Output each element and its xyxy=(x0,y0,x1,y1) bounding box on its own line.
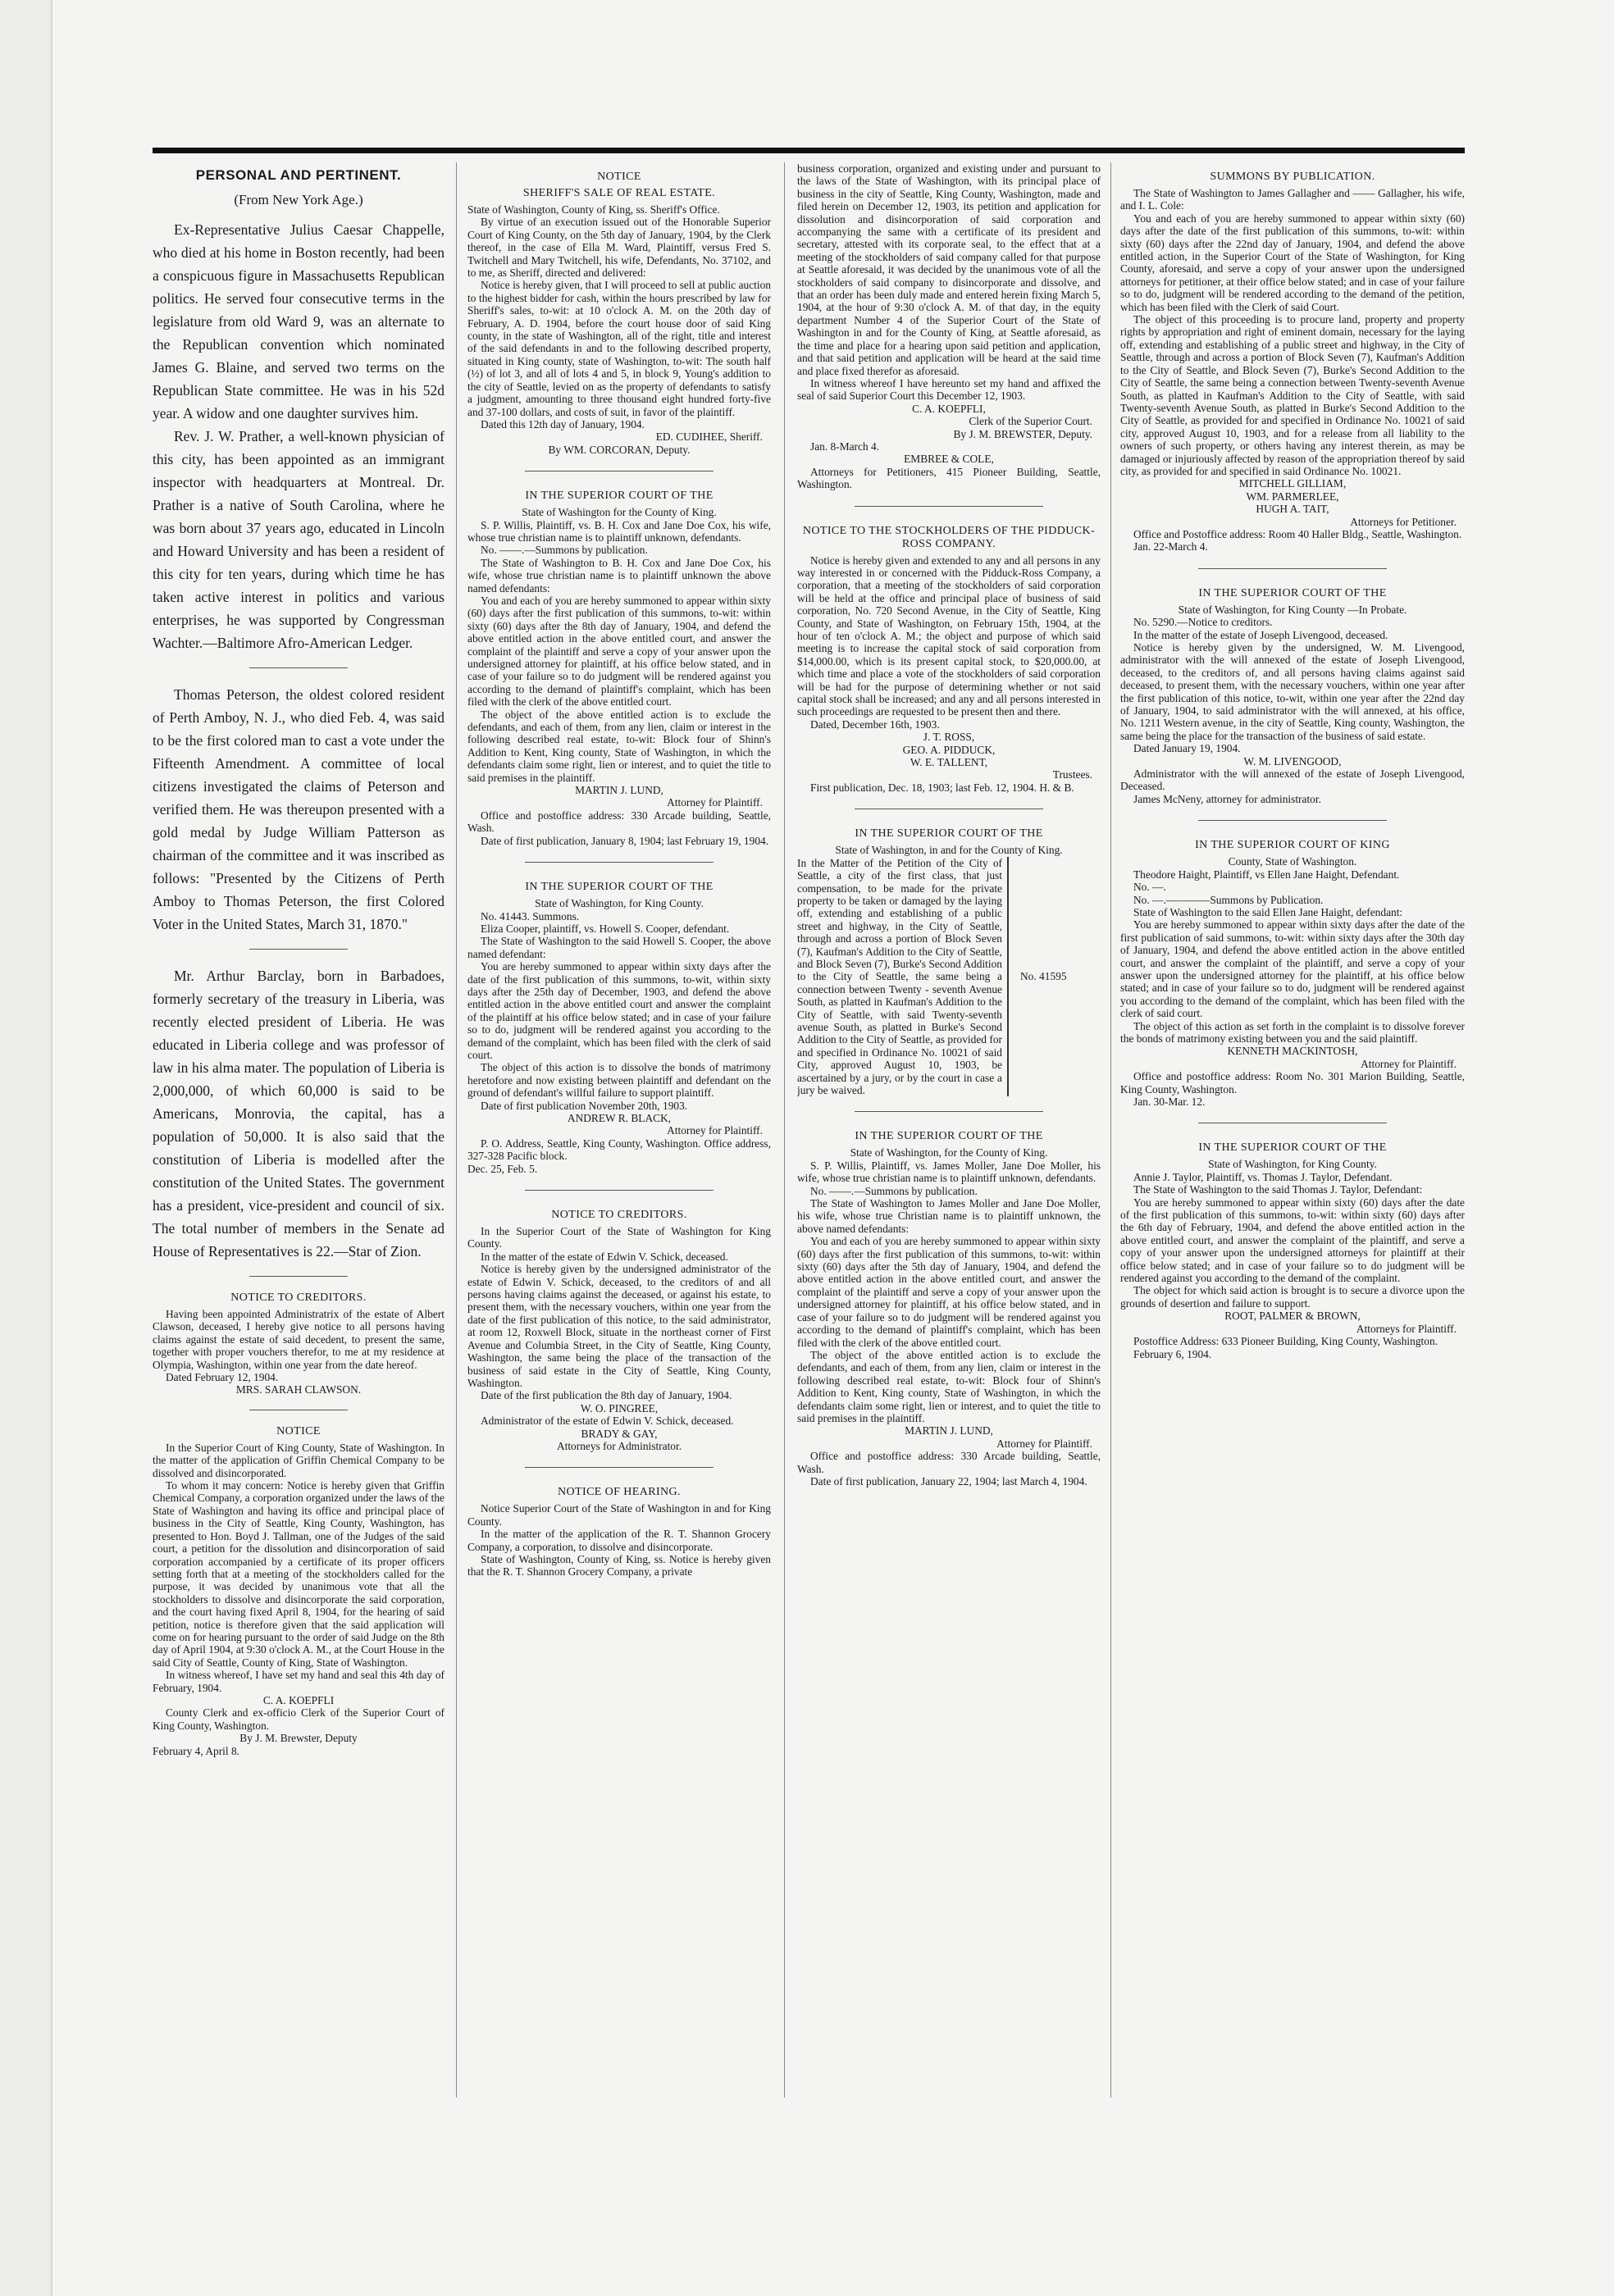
notice-body: State of Washington to the said Ellen Jane Haight, defendant: xyxy=(1133,905,1403,918)
notice-matter: In the Matter of the Petition of the City of Seattle, a city of the first class, that just compensation, to be made for the private property to be taken or damaged by the laying off, extending and establishing of a public street and highway, in the City of Seattle, through and across a portion of Block Seven (7), Kaufman's Addition to the City of Seattle, and Block Seven (7), Burke's Second Addition to the City of Seattle, the same being a connection between Twenty - seventh Avenue South, as platted in Kaufman's Addition to the City of Seattle, with said Twenty-seventh avenue South, as platted in Burke's Second Addition to the City of Seattle, as provided for and specified in Ordinance No. 10021 of said City, approved August 10, 1903, be ascertained by a jury, or by the court in case a jury be waived. xyxy=(797,856,1002,1096)
notice-office: Postoffice Address: 633 Pioneer Building, King County, Washington. xyxy=(1133,1335,1438,1348)
notice-title: IN THE SUPERIOR COURT OF THE xyxy=(855,1130,1043,1143)
notice-body: Notice is hereby given, that I will proceed to sell at public auction to the highest bidder for cash, within the hours prescribed by law for Sheriff's sales, to-wit: at 10 o'clock A. M. on the 20th day of February, A. D. 1904, before the court house door of said King county, in the state of Washington, all of the right, title and interest of the said defendants in and to the following described property, situated in King county, state of Washington, to-wit: The south half (½) of lot 3, and all of lots 4 and 5, in block 9, Young's addition to the city of Seattle, levied on as the property of defendants to satisfy a judgment, amounting to three thousand eight hundred forty-five and 37-100 dollars, and costs of suit, in favor of the plaintiff. xyxy=(467,279,771,418)
article-prather: Rev. J. W. Prather, a well-known physician of this city, has been appointed as an immigrant inspector with headquarters at Montreal. Dr. Prather is a native of South Carolina, where he was born about 37 years ago, educated in Lincoln and Howard University and has been a resident of this city for ten years, during which time he has taken active interest in politics and various enterprises, he was supported by Congressman Wachter.—Baltimore Afro-American Ledger. xyxy=(153,428,445,651)
notice-deputy: By J. M. Brewster, Deputy xyxy=(239,1732,358,1745)
notice-dates: February 4, April 8. xyxy=(153,1744,239,1757)
notice-signature-title: Attorney for Plaintiff. xyxy=(996,1437,1092,1450)
notice-body: The State of Washington to the said Thomas J. Taylor, Defendant: xyxy=(1133,1183,1423,1196)
notice-body: Notice is hereby given and extended to any and all persons in any way interested in or concerned with the Pidduck-Ross Company, a corporation, that a meeting of the stockholders of said corporation will be held at the office and principal place of business of said corporation, No. 720 Second Avenue, in the City of Seattle, King County, and State of Washington, on February 15th, 1904, at the hour of ten o'clock A. M.; the object and purpose of which said meeting is to increase the capital stock of said corporation from $14,000.00, which is its present capital stock, to $20,000.00, at which time and place a vote of the stockholders of said corporation will be had for the purpose of determining whether or not said capital stock shall be increased; and any and all persons interested in such proceedings are requested to be present then and there. xyxy=(797,554,1101,718)
notice-body: You are hereby summoned to appear within sixty days after the date of the first publication of said summons, to-wit: within sixty days after the 30th day of January, 1904, and defend the above entitled action in the above entitled court, and answer the complaint of the plaintiff, and serve a copy of your answer upon the undersigned attorney for the plaintiff, at his office below stated; and in case of your failure so to do, judgment will be rendered against you according to the demand of the complaint, which has been filed with the clerk of said court. xyxy=(1120,918,1465,1020)
notice-pub-dates: Jan. 30-Mar. 12. xyxy=(1133,1096,1206,1108)
notice-body: The object of the above entitled action is to exclude the defendants, and each of them, from any lien, claim or interest in the following described real estate, to-wit: Block four of Shinn's Addition to Kent, King county, State of Washington, in which the defendants claim some right, lien or interest, and to quiet the title to said premises in the plaintiff. xyxy=(797,1348,1101,1424)
notice-dates: First publication, Dec. 18, 1903; last Feb. 12, 1904. H. & B. xyxy=(810,781,1074,794)
divider xyxy=(525,1467,714,1468)
notice-signature-title: Attorney for Plaintiff. xyxy=(1361,1057,1457,1070)
notice-signature: ED. CUDIHEE, Sheriff. xyxy=(655,430,763,444)
divider xyxy=(249,667,348,668)
notice-office: Office and postoffice address: Room No. 301 Marion Building, Seattle, King County, Washington. xyxy=(1120,1070,1465,1096)
notice-body: In the matter of the application of the R. T. Shannon Grocery Company, a corporation, to dissolve and disincorporate. xyxy=(467,1528,771,1553)
notice-body: The State of Washington to James Moller and Jane Doe Moller, his wife, whose true Christian name is to plaintiff unknown, the above named defendants: xyxy=(797,1197,1101,1235)
notice-attorney-title: Attorneys for Petitioners, 415 Pioneer Building, Seattle, Washington. xyxy=(797,465,1101,491)
notice-body: The object of this action as set forth in the complaint is to dissolve forever the bonds of matrimony existing between you and the said plaintiff. xyxy=(1120,1019,1465,1045)
notice-body: business corporation, organized and existing under and pursuant to the laws of the State of Washington, with its principal place of business in the city of Seattle, King County, Washington, made and filed herein on December 12, 1903, its petition and application for dissolution and disincorporation of said corporation and accompanying the same with a certificate of its president and secretary, attested with its corporate seal, to the effect that at a meeting of the stockholders of said company called for that purpose at Seattle aforesaid, it was decided by the unanimous vote of all the stockholders of said company to disincorporate and dissolve, and that an order has been duly made and entered herein fixing March 5, 1904, at the hour of 9:30 o'clock A. M. of that day, in the equity department Number 4 of the Superior Court of the State of Washington in and for the County of King, at Seattle aforesaid, as the time and place for a hearing upon said petition and application, and that said petition and application will be heard at the said time and place fixed therefor as aforesaid. xyxy=(797,162,1101,377)
notice-head: State of Washington, for King County —In Probate. xyxy=(1178,603,1407,616)
column-3 xyxy=(797,162,1101,1487)
notice-signature: J. T. ROSS, xyxy=(923,731,975,744)
notice-office: Office and postoffice address: 330 Arcade building, Seattle, Wash. xyxy=(797,1450,1101,1475)
scan-margin xyxy=(0,0,52,2296)
notice-signature-title: Clerk of the Superior Court. xyxy=(969,415,1092,428)
notice-body: You are hereby summoned to appear within sixty days after the date of the first publication of this summons, to-wit, within sixty days after the 25th day of December, 1903, and defend the above entitled action in the above entitled court and answer the complaint of the plaintiff at his office below stated; and in case of your failure so to do, judgment will be rendered against you according to the demand of the complaint, which has been filed with the clerk of said court. xyxy=(467,960,771,1061)
notice-body: State of Washington, County of King, ss. Notice is hereby given that the R. T. Shannon Grocery Company, a private xyxy=(467,1552,771,1578)
notice-parties: S. P. Willis, Plaintiff, vs. James Moller, Jane Doe Moller, his wife, whose true christian name is to plaintiff unknown, defendants. xyxy=(797,1159,1101,1185)
notice-signature: W. O. PINGREE, xyxy=(580,1401,659,1414)
notice-body: The State of Washington to B. H. Cox and Jane Doe Cox, his wife, whose true christian name is to plaintiff unknown the above named defendants: xyxy=(467,556,771,594)
newspaper-page xyxy=(153,148,1465,2198)
column-rule xyxy=(784,162,785,2098)
notice-head: County, State of Washington. xyxy=(1228,855,1357,868)
notice-office: Office and Postoffice address: Room 40 Haller Bldg., Seattle, Washington. xyxy=(1133,527,1462,540)
section-heading: PERSONAL AND PERTINENT. xyxy=(195,167,402,183)
notice-body: The object of this proceeding is to procure land, property and property rights by appropriation and right of eminent domain, necessary for the laying off, extending and establishing of a public street and highway, in the City of Seattle, through and across a portion of Block Seven (7), Kaufman's Addition to the City of Seattle, and Block Seven (7), Burke's Second Addition to the City of Seattle, the same being a connection between Twenty-seventh Avenue South, as platted in Kaufman's Addition to the City of Seattle, with said Twenty-seventh Avenue South, as platted in Burke's Second Addition to the City of Seattle, as provided for and specified in Ordinance No. 10021 of said city, approved August 10, 1903, and for a release from all liability to the owners of such property, or others having any interest therein, as may be damaged or injuriously affected by reason of the appropriation thereof by said city, as provided for and specified in said Ordinance No. 10021. xyxy=(1120,313,1465,477)
notice-number: No. ——.—Summons by publication. xyxy=(481,544,648,557)
column-rule xyxy=(456,162,457,2098)
notice-head: State of Washington, County of King, ss. Sheriff's Office. xyxy=(467,203,720,216)
notice-signature-title: Trustees. xyxy=(1052,768,1092,781)
notice-parties: Theodore Haight, Plaintiff, vs Ellen Jane Haight, Defendant. xyxy=(1133,868,1400,881)
notice-signature: MITCHELL GILLIAM, xyxy=(1238,477,1347,490)
column-2 xyxy=(467,162,771,1578)
notice-title: SHERIFF'S SALE OF REAL ESTATE. xyxy=(522,187,716,199)
notice-body: To whom it may concern: Notice is hereby given that Griffin Chemical Company, a corporation organized under the laws of the State of Washington and having its office and principal place of business in the City of Seattle, King County, Washington, has presented to Hon. Boyd J. Tallman, one of the Judges of the said court, a petition for the dissolution and disincorporation of said corporation accompanied by a certificate of its proper officers setting forth that at a meeting of the stockholders called for the purpose, it was decided by unanimous vote that all the stockholders to dissolve and disincorporate the said corporation, and the court having fixed April 8, 1904, for the hearing of said petition, notice is therefore given that the said application will come on for hearing pursuant to the order of said Judge on the 8th day of April 1904, at 9:30 o'clock A. M., at the Court House in the said City of Seattle, County of King, State of Washington. xyxy=(153,1479,445,1669)
notice-deputy: By J. M. BREWSTER, Deputy. xyxy=(953,427,1092,440)
notice-body: By virtue of an execution issued out of the Honorable Superior Court of King County, on the 5th day of January, 1904, by the Clerk thereof, in the case of Ella M. Ward, Plaintiff, versus Fred S. Twitchell and Mary Twitchell, his wife, Defendants, No. 37102, and to me, as Sheriff, directed and delivered: xyxy=(467,216,771,280)
divider xyxy=(249,1276,348,1277)
notice-title: IN THE SUPERIOR COURT OF THE xyxy=(855,827,1043,840)
notice-dates: Date of the first publication the 8th day of January, 1904. xyxy=(481,1389,732,1402)
notice-parties: Annie J. Taylor, Plaintiff, vs. Thomas J. Taylor, Defendant. xyxy=(1133,1170,1393,1183)
notice-signature: C. A. KOEPFLI xyxy=(262,1693,335,1706)
notice-dated: Dated this 12th day of January, 1904. xyxy=(481,417,645,430)
notice-signature: W. M. LIVENGOOD, xyxy=(1243,754,1342,768)
divider xyxy=(855,506,1043,507)
notice-signature: MRS. SARAH CLAWSON. xyxy=(235,1383,362,1396)
notice-signature: WM. PARMERLEE, xyxy=(1246,490,1339,503)
divider xyxy=(855,1111,1043,1112)
notice-body: You and each of you are hereby summoned to appear within sixty (60) days after the first publication of this summons, to-wit: within sixty (60) days after the 8th day of January, 1904, and defend the above entitled action in the above entitled court, and answer the complaint of the plaintiff and serve a copy of your answer upon the undersigned attorney for plaintiff, at his office below stated, and in case of your failure so to do judgment will be rendered against you according to the demand of plaintiff's complaint, which has been filed with the clerk of the above entitled court. xyxy=(467,594,771,708)
notice-signature: C. A. KOEPFLI, xyxy=(912,402,986,415)
notice-signature: MARTIN J. LUND, xyxy=(575,784,663,797)
notice-office: Office and postoffice address: 330 Arcade building, Seattle, Wash. xyxy=(467,809,771,835)
notice-signature-title: Attorney for Plaintiff. xyxy=(667,1124,763,1137)
column-4 xyxy=(1120,162,1465,1360)
notice-body: Notice is hereby given by the undersigned, W. M. Livengood, administrator with the will annexed of the estate of Joseph Livengood, deceased, to the creditors of, and all persons having claims against said deceased, to present them, with the necessary vouchers, within one year after the first publication of this notice, to-wit, within one year after the 22nd day of January, 1904, to said administrator with the will annexed, at his office, No. 1211 Western avenue, in the city of Seattle, King county, Washington, the same being the place for the transaction of the business of said estate. xyxy=(1120,641,1465,742)
divider xyxy=(1198,568,1387,569)
notice-body: Notice is hereby given by the undersigned administrator of the estate of Edwin V. Schick, deceased, to the creditors of and all persons having claims against the deceased, or against his estate, to present them, with the necessary vouchers, within one year from the date of the first publication of this notice, to the said administrator, at room 12, Roxwell Block, situate in the northeast corner of First Avenue and Columbia Street, in the City of Seattle, King County, Washington, the same being the place of the transaction of the business of said estate in the City of Seattle, King County, Washington. xyxy=(467,1263,771,1389)
notice-attorney: James McNeny, attorney for administrator. xyxy=(1133,792,1321,805)
notice-body: The object of this action is to dissolve the bonds of matrimony heretofore and now existing between plaintiff and defendant on the ground of defendant's willful failure to support plaintiff. xyxy=(467,1061,771,1100)
notice-head: State of Washington for the County of King. xyxy=(522,506,717,519)
article-peterson: Thomas Peterson, the oldest colored resident of Perth Amboy, N. J., who died Feb. 4, was said to be the first colored man to cast a vote under the Fifteenth Amendment. A committee of local citizens investigated the claims of Peterson and verified them. He was thereupon presented with a gold medal by Judge William Patterson as chairman of the committee and it was inscribed as follows: "Presented by the Citizens of Perth Amboy to Thomas Peterson, the first Colored Voter in the United States, March 31, 1870." xyxy=(153,686,445,932)
notice-pub-dates: Jan. 22-March 4. xyxy=(1133,540,1208,554)
notice-matter: In the matter of the estate of Edwin V. Schick, deceased. xyxy=(481,1250,728,1263)
notice-title: IN THE SUPERIOR COURT OF KING xyxy=(1195,839,1390,852)
source-line: (From New York Age.) xyxy=(234,192,363,207)
notice-head: In the Superior Court of the State of Washington for King County. xyxy=(467,1225,771,1250)
notice-title: NOTICE OF HEARING. xyxy=(558,1486,681,1499)
notice-signature-title: Administrator with the will annexed of the estate of Joseph Livengood, Deceased. xyxy=(1120,768,1465,793)
notice-witness: In witness whereof I have hereunto set my hand and affixed the seal of said Superior Court this December 12, 1903. xyxy=(797,376,1101,403)
notice-title: NOTICE xyxy=(597,171,641,183)
notice-attorney: BRADY & GAY, xyxy=(581,1427,658,1440)
notice-attorney-title: Attorneys for Administrator. xyxy=(556,1439,682,1452)
notice-title: NOTICE TO CREDITORS. xyxy=(551,1209,687,1222)
notice-office: P. O. Address, Seattle, King County, Washington. Office address, 327-328 Pacific block. xyxy=(467,1137,771,1163)
notice-signature: KENNETH MACKINTOSH, xyxy=(1227,1045,1358,1058)
notice-signature: ROOT, PALMER & BROWN, xyxy=(1224,1310,1361,1323)
notice-signature-title: Attorneys for Petitioner. xyxy=(1350,515,1457,528)
notice-dates: Date of first publication, January 22, 1904; last March 4, 1904. xyxy=(810,1474,1087,1487)
notice-signature-title: Attorney for Plaintiff. xyxy=(667,796,763,809)
divider xyxy=(525,862,714,863)
case-number: No. 41595 xyxy=(1020,970,1067,983)
divider xyxy=(525,1190,714,1191)
notice-number: No. —. xyxy=(1133,881,1166,894)
notice-parties: S. P. Willis, Plaintiff, vs. B. H. Cox and Jane Doe Cox, his wife, whose true christian name is to plaintiff unknown, defendants. xyxy=(467,518,771,544)
notice-signature-title: Attorneys for Plaintiff. xyxy=(1356,1322,1457,1335)
notice-matter: In the matter of the estate of Joseph Livengood, deceased. xyxy=(1133,628,1388,641)
article-chappelle: Ex-Representative Julius Caesar Chappelle, who died at his home in Boston recently, had been a conspicuous figure in Massachusetts Republican politics. He served four consecutive terms in the legislature from old Ward 9, was an alternate to the Republican convention which nominated James G. Blaine, and served two terms on the Republican State committee. He was in his 52d year. A widow and one daughter survives him. xyxy=(153,221,445,421)
notice-title: IN THE SUPERIOR COURT OF THE xyxy=(525,490,714,503)
notice-head: State of Washington, for the County of King. xyxy=(850,1146,1048,1159)
notice-head: Notice Superior Court of the State of Washington in and for King County. xyxy=(467,1502,771,1528)
case-caption xyxy=(797,857,1101,1097)
notice-body: Having been appointed Administratrix of the estate of Albert Clawson, deceased, I hereby give notice to all persons having claims against the estate of said decedent, to present the same, together with proper vouchers therefor, to me at my residence at Olympia, Washington, within one year from the date hereof. xyxy=(153,1308,445,1371)
column-rule xyxy=(1110,162,1111,2098)
notice-body: The object for which said action is brought is to secure a divorce upon the grounds of desertion and failure to support. xyxy=(1120,1284,1465,1310)
notice-dated: Dated, December 16th, 1903. xyxy=(810,718,940,731)
notice-head: State of Washington, in and for the County of King. xyxy=(835,844,1063,857)
notice-dated: Dated January 19, 1904. xyxy=(1133,742,1241,755)
notice-signature: W. E. TALLENT, xyxy=(910,756,988,769)
notice-body: You are hereby summoned to appear within sixty (60) days after the date of the first publication of this summons, to-wit: within sixty (60) days after the 6th day of February, 1904, and defend the above entitled action in the above entitled court, and answer the complaint of the plaintiff, and serve a copy of your answer upon the undersigned attorneys for plaintiff at their office below stated; and in case of your failure so to do judgment will be rendered against you according to the demand of the complaint. xyxy=(1120,1196,1465,1285)
notice-title: IN THE SUPERIOR COURT OF THE xyxy=(1198,586,1387,599)
notice-deputy: By WM. CORCORAN, Deputy. xyxy=(548,443,691,456)
notice-number: No. 41443. Summons. xyxy=(481,909,580,922)
notice-body: You and each of you are hereby summoned to appear within sixty (60) days after the first publication of this summons, to-wit: within sixty (60) days after the 5th day of January, 1904, and defend the above entitled action in the above entitled court, and answer the complaint of the plaintiff and serve a copy of your answer upon the undersigned attorney for plaintiff, at his office below stated, and in case of your failure so to do judgment will be rendered against you according to the demand of plaintiff's complaint, which has been filed with the clerk of the above entitled court. xyxy=(797,1235,1101,1349)
top-rule xyxy=(153,148,1465,153)
divider xyxy=(525,471,714,472)
notice-title: NOTICE xyxy=(276,1424,321,1437)
notice-title: SUMMONS BY PUBLICATION. xyxy=(1210,171,1375,183)
article-barclay: Mr. Arthur Barclay, born in Barbadoes, formerly secretary of the treasury in Liberia, was recently elected president of Liberia. He was educated in Liberia college and was professor of law in his alma mater. The population of Liberia is 2,000,000, of which 60,000 is said to be Americans, Monrovia, the capital, has a population of 50,000. It is also said that the constitution of Liberia is modelled after the constitution of the United States. The government has a president, vice-president and council of six. The total number of members in the Senate ad House of Representatives is 22.—Star of Zion. xyxy=(153,968,445,1260)
notice-pub-dates: February 6, 1904. xyxy=(1133,1347,1212,1360)
notice-head: State of Washington, for King County. xyxy=(1208,1158,1377,1171)
notice-number: No. 5290.—Notice to creditors. xyxy=(1133,616,1273,629)
notice-witness: In witness whereof, I have set my hand and seal this 4th day of February, 1904. xyxy=(153,1669,445,1694)
notice-attorney: EMBREE & COLE, xyxy=(904,453,994,466)
notice-pub-dates: Dec. 25, Feb. 5. xyxy=(467,1162,538,1175)
notice-number: No. ——.—Summons by publication. xyxy=(810,1184,978,1197)
notice-head: State of Washington, for King County. xyxy=(535,897,704,910)
notice-dates: Date of first publication November 20th, 1903. xyxy=(481,1099,688,1112)
notice-pub-dates: Jan. 8-March 4. xyxy=(810,440,880,453)
notice-dates: Date of first publication, January 8, 1904; last February 19, 1904. xyxy=(481,834,769,847)
column-1 xyxy=(153,162,445,1757)
notice-title: NOTICE TO CREDITORS. xyxy=(230,1292,367,1304)
notice-signature: ANDREW R. BLACK, xyxy=(567,1112,672,1124)
divider xyxy=(249,949,348,950)
notice-signature: GEO. A. PIDDUCK, xyxy=(902,743,996,756)
notice-body: The State of Washington to the said Howell S. Cooper, the above named defendant: xyxy=(467,935,771,960)
notice-signature-title: Administrator of the estate of Edwin V. Schick, deceased. xyxy=(481,1414,734,1428)
notice-parties: Eliza Cooper, plaintiff, vs. Howell S. Cooper, defendant. xyxy=(481,922,730,935)
notice-title: IN THE SUPERIOR COURT OF THE xyxy=(1198,1141,1387,1155)
notice-dated: Dated February 12, 1904. xyxy=(166,1371,279,1384)
notice-title: NOTICE TO THE STOCKHOLDERS OF THE PIDDUCK-ROSS COMPANY. xyxy=(802,524,1096,550)
notice-signature: HUGH A. TAIT, xyxy=(1256,503,1329,516)
notice-body: You and each of you are hereby summoned to appear within sixty (60) days after the date of the first publication of this summons, to-wit: within sixty (60) days after the 22nd day of January, 1904, and defend the above entitled action, in the Superior Court of the State of Washington, for King County, aforesaid, and serve a copy of your answer upon the undersigned attorneys for petitioner, at their office below stated; and in case of your failure so to do, judgment will be rendered according to the demand of the petition, which has been filed with the Clerk of said Court. xyxy=(1120,212,1465,313)
notice-court: In the Superior Court of King County, State of Washington. In the matter of the application of Griffin Chemical Company to be dissolved and disincorporated. xyxy=(153,1441,445,1479)
notice-title: IN THE SUPERIOR COURT OF THE xyxy=(525,881,714,894)
notice-body: The State of Washington to James Gallagher and —— Gallagher, his wife, and I. L. Cole: xyxy=(1120,187,1465,212)
notice-signature-title: County Clerk and ex-officio Clerk of the Superior Court of King County, Washington. xyxy=(153,1706,445,1732)
notice-body: The object of the above entitled action is to exclude the defendants, and each of them, from any lien, claim or interest in the following described real estate, to-wit: Block four of Shinn's Addition to Kent, King county, State of Washington, in which the defendants claim some right, lien or interest, and to quiet the title to said premises in the plaintiff. xyxy=(467,708,771,784)
notice-number: No. —.————Summons by Publication. xyxy=(1133,893,1324,906)
divider xyxy=(1198,820,1387,821)
notice-signature: MARTIN J. LUND, xyxy=(905,1424,993,1437)
case-matter-block xyxy=(797,857,1009,1097)
